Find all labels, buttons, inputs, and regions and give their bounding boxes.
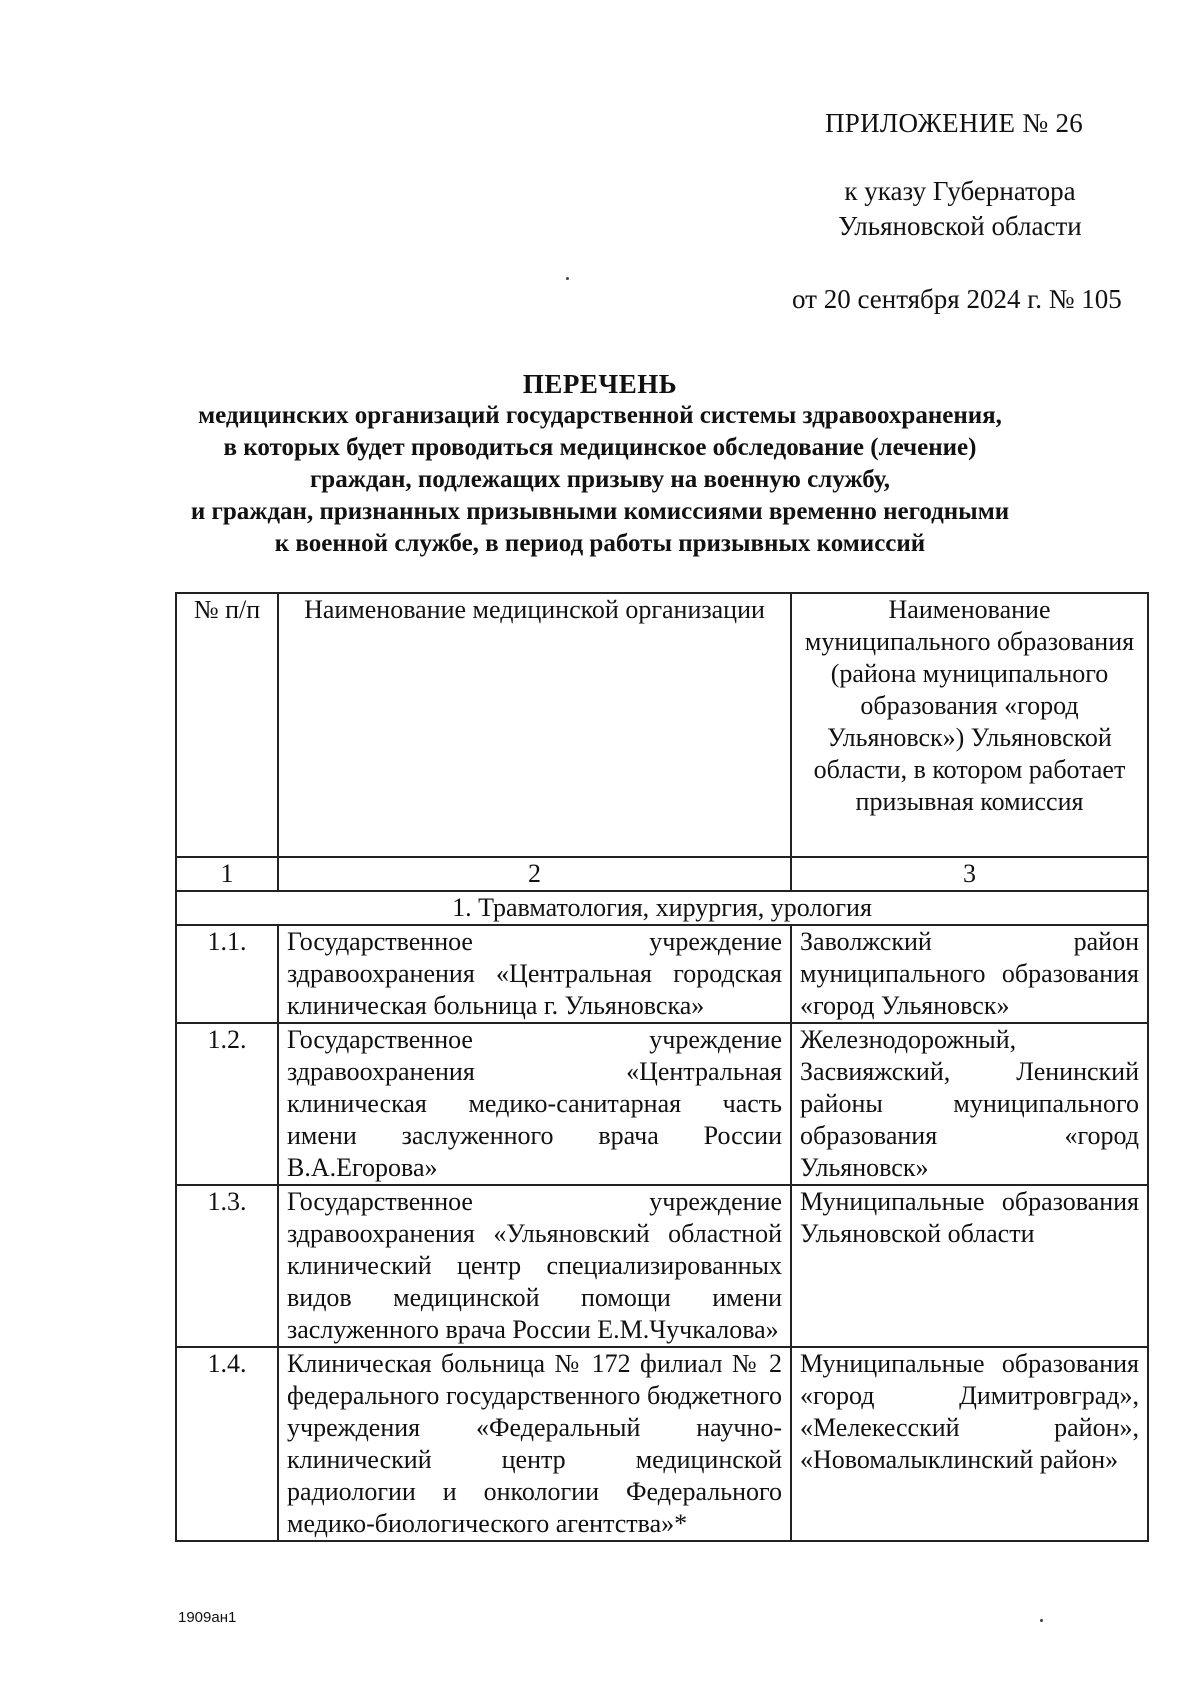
table-row	[176, 1347, 1148, 1541]
appendix-number: ПРИЛОЖЕНИЕ № 26	[825, 108, 1084, 138]
row-organization: Государственное учреждение здравоохранения «Центральная клиническая медико-санитарная часть имени заслуженного врача России В.А.Егорова»	[278, 1023, 791, 1185]
row-number: 1.3.	[176, 1185, 278, 1347]
heading-line-3: граждан, подлежащих призыву на военную службу,	[309, 466, 891, 493]
row-municipality: Заволжский район муниципального образования «город Ульяновск»	[791, 925, 1148, 1023]
row-organization: Государственное учреждение здравоохранения «Центральная городская клиническая больница г. Ульяновска»	[278, 925, 791, 1023]
row-municipality: Муниципальные образования «город Димитровград», «Мелекесский район», «Новомалыклинский район»	[791, 1347, 1148, 1541]
decree-line-1: к указу Губернатора	[844, 176, 1076, 206]
table-row	[176, 1185, 1148, 1347]
section-title: 1. Травматология, хирургия, урология	[176, 891, 1148, 925]
decree-line-2: Ульяновской области	[838, 211, 1082, 241]
row-municipality: Муниципальные образования Ульяновской области	[791, 1185, 1148, 1347]
document-code: 1909ан1	[178, 1609, 237, 1626]
row-municipality: Железнодорожный, Засвияжский, Ленинский районы муниципального образования «город Ульяновск»	[791, 1023, 1148, 1185]
heading-line-4: и граждан, признанных призывными комиссиями временно негодными	[190, 498, 1010, 525]
table-header-row	[176, 593, 1148, 857]
heading-line-5: к военной службе, в период работы призывных комиссий	[274, 530, 926, 557]
column-numbers-row	[176, 857, 1148, 891]
header-organization: Наименование медицинской организации	[278, 593, 791, 857]
column-number-2: 2	[278, 857, 791, 891]
table-row	[176, 925, 1148, 1023]
header-municipality: Наименование муниципального образования (района муниципального образования «город Ульяновск») Ульяновской области, в котором работает призывная комиссия	[791, 593, 1148, 857]
scan-speck	[566, 277, 569, 280]
table-row	[176, 1023, 1148, 1185]
row-organization: Государственное учреждение здравоохранения «Ульяновский областной клинический центр специализированных видов медицинской помощи имени заслуженного врача России Е.М.Чучкалова»	[278, 1185, 791, 1347]
heading-line-1: медицинских организаций государственной системы здравоохранения,	[198, 402, 1002, 429]
decree-reference	[800, 174, 1120, 244]
heading-line-2: в которых будет проводиться медицинское обследование (лечение)	[223, 434, 977, 461]
document-heading	[140, 368, 1060, 560]
organizations-table	[175, 592, 1149, 1542]
column-number-1: 1	[176, 857, 278, 891]
row-organization: Клиническая больница № 172 филиал № 2 федерального государственного бюджетного учреждения «Федеральный научно-клинический центр медицинской радиологии и онкологии Федерального медико-биологического агентства»*	[278, 1347, 791, 1541]
column-number-3: 3	[791, 857, 1148, 891]
scan-speck	[1040, 1619, 1043, 1622]
row-number: 1.2.	[176, 1023, 278, 1185]
row-number: 1.1.	[176, 925, 278, 1023]
heading-title: ПЕРЕЧЕНЬ	[522, 369, 678, 399]
header-number: № п/п	[176, 593, 278, 857]
row-number: 1.4.	[176, 1347, 278, 1541]
section-row	[176, 891, 1148, 925]
decree-date: от 20 сентября 2024 г. № 105	[792, 284, 1122, 314]
